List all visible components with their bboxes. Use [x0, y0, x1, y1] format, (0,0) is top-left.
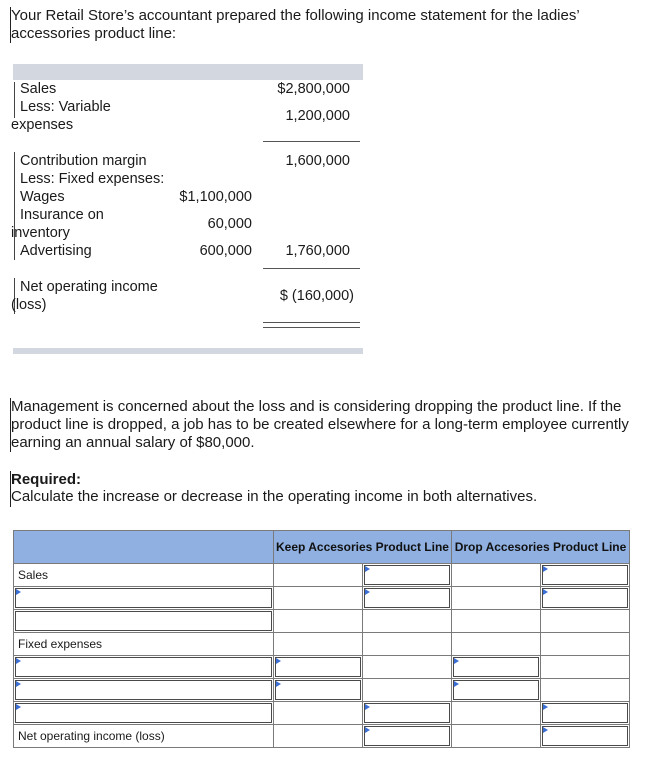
- row-label-input-1[interactable]: [14, 587, 274, 610]
- cell: [541, 610, 630, 633]
- keep-input-2a[interactable]: [274, 656, 363, 679]
- drop-noi-input[interactable]: [541, 725, 630, 748]
- cell: [452, 610, 541, 633]
- insurance-value: 60,000: [207, 216, 252, 232]
- keep-input-4[interactable]: [363, 702, 452, 725]
- required-text: Calculate the increase or decrease in the operating income in both alternatives.: [11, 488, 538, 505]
- contribution-margin-value: 1,600,000: [285, 153, 350, 169]
- row-noi-label: Net operating income (loss): [14, 725, 274, 748]
- advertising-label: Advertising: [20, 243, 92, 259]
- fixed-total-rule: [263, 268, 360, 269]
- cell: [541, 656, 630, 679]
- fixed-expenses-label: Less: Fixed expenses:: [20, 171, 165, 187]
- keep-input-1[interactable]: [363, 587, 452, 610]
- contribution-margin-label: Contribution margin: [20, 153, 147, 169]
- keep-noi-input[interactable]: [363, 725, 452, 748]
- header-drop: Drop Accesories Product Line: [452, 531, 630, 564]
- required-title: Required:: [11, 471, 82, 488]
- row-label-input-2[interactable]: [14, 610, 274, 633]
- cell: [274, 702, 363, 725]
- sales-label: Sales: [20, 81, 57, 97]
- cell: [452, 564, 541, 587]
- cell: [452, 633, 541, 656]
- cell: [452, 587, 541, 610]
- intro-text: Your Retail Store’s accountant prepared the following income statement for the ladies’ accessories product line:: [11, 7, 580, 42]
- cell: [274, 564, 363, 587]
- management-text: Management is concerned about the loss and is considering dropping the product line. If the product line is dropped, a job has to be created elsewhere for a long-term employee currently earning an annual salary of $80,000.: [11, 398, 629, 451]
- noi-value: $ (160,000): [279, 288, 354, 304]
- drop-input-1[interactable]: [541, 587, 630, 610]
- header-keep: Keep Accesories Product Line: [274, 531, 452, 564]
- noi-label: Net operating income (loss): [11, 279, 158, 313]
- cell: [274, 725, 363, 748]
- header-blank: [14, 531, 274, 564]
- variable-expenses-value: 1,200,000: [285, 108, 350, 124]
- drop-input-4[interactable]: [541, 702, 630, 725]
- double-rule-top: [263, 322, 360, 323]
- cell: [452, 702, 541, 725]
- cell: [363, 610, 452, 633]
- variable-expenses-label: Less: Variable expenses: [11, 99, 111, 133]
- cell: [452, 725, 541, 748]
- statement-bottom-band: [13, 348, 363, 354]
- cell: [274, 633, 363, 656]
- statement-top-band: [13, 64, 363, 80]
- keep-input-3a[interactable]: [274, 679, 363, 702]
- drop-input-3a[interactable]: [452, 679, 541, 702]
- double-rule-bottom: [263, 327, 360, 328]
- row-label-input-5[interactable]: [14, 702, 274, 725]
- cell: [541, 679, 630, 702]
- insurance-label: Insurance on inventory: [11, 207, 104, 241]
- wages-value: $1,100,000: [179, 189, 252, 205]
- keep-sales-input[interactable]: [363, 564, 452, 587]
- drop-sales-input[interactable]: [541, 564, 630, 587]
- cell: [274, 587, 363, 610]
- answer-table: [13, 530, 630, 748]
- row-sales-label: Sales: [14, 564, 274, 587]
- row-label-input-4[interactable]: [14, 679, 274, 702]
- advertising-value: 600,000: [199, 243, 252, 259]
- cell: [274, 610, 363, 633]
- cell: [363, 633, 452, 656]
- fixed-total-value: 1,760,000: [285, 243, 350, 259]
- cell: [541, 633, 630, 656]
- subtotal-rule: [263, 141, 360, 142]
- drop-input-2a[interactable]: [452, 656, 541, 679]
- row-fixed-label: Fixed expenses: [14, 633, 274, 656]
- cell: [363, 656, 452, 679]
- wages-label: Wages: [20, 189, 65, 205]
- sales-value: $2,800,000: [277, 81, 350, 97]
- row-label-input-3[interactable]: [14, 656, 274, 679]
- cell: [363, 679, 452, 702]
